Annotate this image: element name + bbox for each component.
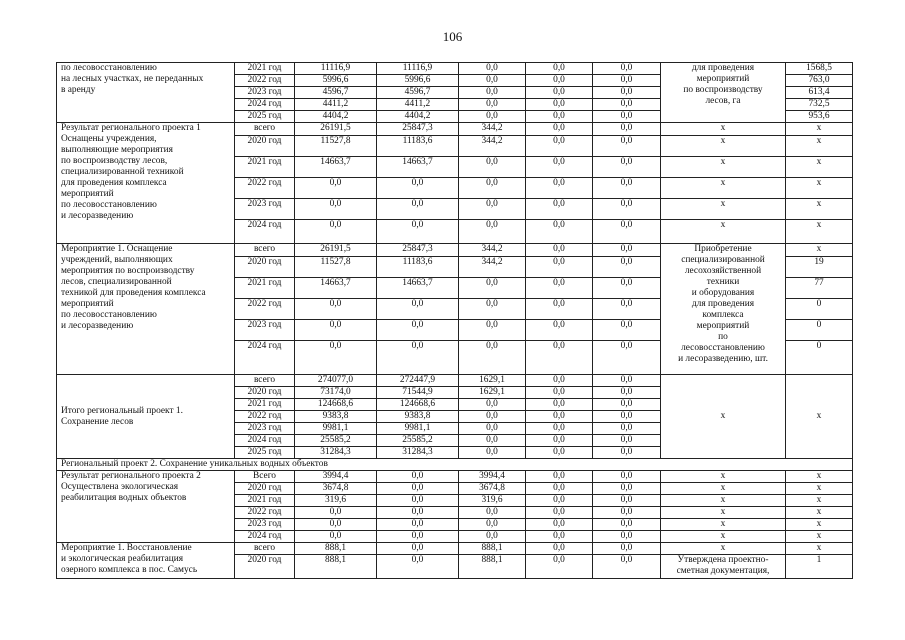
amount-cell: 274077,0: [295, 375, 377, 387]
amount-cell: 0,0: [459, 220, 526, 244]
amount-cell: 5996,6: [295, 75, 377, 87]
amount-cell: 0,0: [459, 157, 526, 178]
indicator-value-cell: x: [786, 375, 853, 459]
amount-cell: 0,0: [593, 299, 661, 320]
amount-cell: 3994,4: [295, 471, 377, 483]
amount-cell: 0,0: [593, 447, 661, 459]
year-cell: Всего: [235, 471, 295, 483]
amount-cell: 0,0: [459, 299, 526, 320]
amount-cell: 3994,4: [459, 471, 526, 483]
table-row: [57, 244, 853, 257]
page-number: 106: [442, 29, 463, 44]
amount-cell: 0,0: [459, 87, 526, 99]
amount-cell: 0,0: [593, 257, 661, 278]
amount-cell: 0,0: [593, 423, 661, 435]
amount-cell: 0,0: [377, 199, 459, 220]
year-cell: 2020 год: [235, 257, 295, 278]
section-title: Региональный проект 2. Сохранение уникальных водных объектов: [57, 459, 853, 471]
amount-cell: 0,0: [377, 519, 459, 531]
indicator-value-cell: 19: [786, 257, 853, 278]
amount-cell: 0,0: [377, 495, 459, 507]
amount-cell: 0,0: [526, 519, 593, 531]
indicator-cell: Приобретение специализированной лесохозяйственной техники и оборудования для проведения комплекса мероприятий по лесовосстановлению и лесоразведению, шт.: [661, 244, 786, 375]
indicator-value-cell: 732,5: [786, 99, 853, 111]
amount-cell: 11183,6: [377, 257, 459, 278]
amount-cell: 4596,7: [295, 87, 377, 99]
amount-cell: 4411,2: [377, 99, 459, 111]
amount-cell: 319,6: [295, 495, 377, 507]
amount-cell: 11116,9: [377, 63, 459, 75]
amount-cell: 0,0: [526, 375, 593, 387]
indicator-cell: x: [661, 178, 786, 199]
row-name-cell: Мероприятие 1. Восстановление и экологическая реабилитация озерного комплекса в пос. Самусь: [57, 543, 235, 579]
amount-cell: 0,0: [526, 411, 593, 423]
amount-cell: 124668,6: [377, 399, 459, 411]
amount-cell: 0,0: [526, 123, 593, 136]
amount-cell: 0,0: [526, 199, 593, 220]
amount-cell: 0,0: [526, 220, 593, 244]
amount-cell: 344,2: [459, 257, 526, 278]
row-name-cell: Итого региональный проект 1. Сохранение лесов: [57, 375, 235, 459]
amount-cell: 0,0: [593, 495, 661, 507]
year-cell: 2023 год: [235, 519, 295, 531]
amount-cell: 0,0: [377, 531, 459, 543]
amount-cell: 0,0: [459, 320, 526, 341]
indicator-cell: x: [661, 136, 786, 157]
amount-cell: 14663,7: [295, 157, 377, 178]
amount-cell: 888,1: [459, 543, 526, 555]
amount-cell: 0,0: [459, 341, 526, 375]
amount-cell: 26191,5: [295, 123, 377, 136]
amount-cell: 272447,9: [377, 375, 459, 387]
amount-cell: 0,0: [526, 555, 593, 579]
year-cell: 2020 год: [235, 387, 295, 399]
indicator-value-cell: x: [786, 495, 853, 507]
amount-cell: 0,0: [459, 399, 526, 411]
amount-cell: 0,0: [526, 244, 593, 257]
amount-cell: 0,0: [459, 111, 526, 123]
amount-cell: 31284,3: [295, 447, 377, 459]
amount-cell: 344,2: [459, 244, 526, 257]
amount-cell: 0,0: [593, 435, 661, 447]
amount-cell: 0,0: [593, 220, 661, 244]
amount-cell: 4596,7: [377, 87, 459, 99]
indicator-cell: x: [661, 199, 786, 220]
amount-cell: 0,0: [295, 320, 377, 341]
amount-cell: 0,0: [526, 63, 593, 75]
indicator-value-cell: 613,4: [786, 87, 853, 99]
amount-cell: 14663,7: [377, 157, 459, 178]
year-cell: 2022 год: [235, 411, 295, 423]
amount-cell: 0,0: [593, 136, 661, 157]
indicator-cell: x: [661, 495, 786, 507]
amount-cell: 319,6: [459, 495, 526, 507]
year-cell: 2024 год: [235, 220, 295, 244]
amount-cell: 0,0: [377, 471, 459, 483]
amount-cell: 0,0: [593, 399, 661, 411]
indicator-cell: x: [661, 220, 786, 244]
amount-cell: 0,0: [295, 299, 377, 320]
amount-cell: 3674,8: [459, 483, 526, 495]
amount-cell: 0,0: [526, 111, 593, 123]
amount-cell: 0,0: [526, 178, 593, 199]
year-cell: 2021 год: [235, 278, 295, 299]
indicator-value-cell: x: [786, 123, 853, 136]
amount-cell: 888,1: [295, 555, 377, 579]
indicator-cell: x: [661, 471, 786, 483]
amount-cell: 0,0: [593, 199, 661, 220]
amount-cell: 888,1: [459, 555, 526, 579]
table-row: [57, 63, 853, 75]
amount-cell: 0,0: [593, 531, 661, 543]
amount-cell: 0,0: [459, 75, 526, 87]
indicator-value-cell: 763,0: [786, 75, 853, 87]
amount-cell: 0,0: [459, 278, 526, 299]
amount-cell: 0,0: [526, 257, 593, 278]
indicator-cell: x: [661, 123, 786, 136]
indicator-value-cell: x: [786, 157, 853, 178]
year-cell: 2022 год: [235, 178, 295, 199]
table-row: [57, 543, 853, 555]
amount-cell: 0,0: [459, 178, 526, 199]
year-cell: 2021 год: [235, 63, 295, 75]
year-cell: 2023 год: [235, 320, 295, 341]
year-cell: 2021 год: [235, 157, 295, 178]
year-cell: 2020 год: [235, 136, 295, 157]
row-name-cell: Результат регионального проекта 1 Оснащены учреждения, выполняющие мероприятия по воспроизводству лесов, специализированной техникой для проведения комплекса мероприятий по лесовосстановлению и лесоразведению: [57, 123, 235, 244]
amount-cell: 9383,8: [295, 411, 377, 423]
indicator-value-cell: 0: [786, 320, 853, 341]
amount-cell: 73174,0: [295, 387, 377, 399]
indicator-value-cell: 0: [786, 341, 853, 375]
amount-cell: 0,0: [526, 99, 593, 111]
indicator-value-cell: x: [786, 519, 853, 531]
amount-cell: 0,0: [526, 507, 593, 519]
amount-cell: 31284,3: [377, 447, 459, 459]
amount-cell: 0,0: [459, 435, 526, 447]
amount-cell: 26191,5: [295, 244, 377, 257]
amount-cell: 11527,8: [295, 257, 377, 278]
amount-cell: 1629,1: [459, 387, 526, 399]
indicator-value-cell: x: [786, 178, 853, 199]
year-cell: 2024 год: [235, 341, 295, 375]
amount-cell: 9981,1: [377, 423, 459, 435]
amount-cell: 0,0: [593, 411, 661, 423]
amount-cell: 3674,8: [295, 483, 377, 495]
year-cell: 2024 год: [235, 531, 295, 543]
indicator-value-cell: 953,6: [786, 111, 853, 123]
amount-cell: 11183,6: [377, 136, 459, 157]
row-name-cell: Мероприятие 1. Оснащение учреждений, выполняющих мероприятия по воспроизводству лесов, специализированной техникой для проведения комплекса мероприятий по лесовосстановлению и лесоразведению: [57, 244, 235, 375]
table-row: [57, 123, 853, 136]
amount-cell: 0,0: [459, 531, 526, 543]
amount-cell: 0,0: [526, 543, 593, 555]
section-row: [57, 459, 853, 471]
amount-cell: 4404,2: [377, 111, 459, 123]
table-row: [57, 375, 853, 387]
amount-cell: 0,0: [593, 471, 661, 483]
amount-cell: 0,0: [526, 435, 593, 447]
indicator-cell: x: [661, 507, 786, 519]
amount-cell: 0,0: [593, 387, 661, 399]
amount-cell: 0,0: [459, 447, 526, 459]
amount-cell: 0,0: [295, 341, 377, 375]
amount-cell: 0,0: [593, 507, 661, 519]
year-cell: 2025 год: [235, 111, 295, 123]
amount-cell: 5996,6: [377, 75, 459, 87]
indicator-value-cell: x: [786, 220, 853, 244]
amount-cell: 9383,8: [377, 411, 459, 423]
amount-cell: 0,0: [526, 495, 593, 507]
indicator-value-cell: 77: [786, 278, 853, 299]
amount-cell: 0,0: [377, 320, 459, 341]
amount-cell: 344,2: [459, 123, 526, 136]
amount-cell: 888,1: [295, 543, 377, 555]
amount-cell: 0,0: [459, 99, 526, 111]
amount-cell: 0,0: [526, 387, 593, 399]
amount-cell: 0,0: [526, 87, 593, 99]
amount-cell: 0,0: [593, 278, 661, 299]
amount-cell: 11527,8: [295, 136, 377, 157]
indicator-value-cell: 0: [786, 299, 853, 320]
amount-cell: 0,0: [526, 531, 593, 543]
amount-cell: 71544,9: [377, 387, 459, 399]
year-cell: 2021 год: [235, 495, 295, 507]
table-row: [57, 471, 853, 483]
amount-cell: 0,0: [593, 157, 661, 178]
indicator-cell: x: [661, 483, 786, 495]
indicator-cell: x: [661, 519, 786, 531]
amount-cell: 0,0: [593, 123, 661, 136]
amount-cell: 0,0: [295, 507, 377, 519]
indicator-cell: x: [661, 375, 786, 459]
amount-cell: 25847,3: [377, 123, 459, 136]
amount-cell: 0,0: [459, 63, 526, 75]
amount-cell: 1629,1: [459, 375, 526, 387]
amount-cell: 0,0: [459, 411, 526, 423]
amount-cell: 0,0: [593, 111, 661, 123]
year-cell: 2023 год: [235, 199, 295, 220]
indicator-value-cell: x: [786, 199, 853, 220]
amount-cell: 25847,3: [377, 244, 459, 257]
year-cell: всего: [235, 375, 295, 387]
amount-cell: 0,0: [526, 341, 593, 375]
year-cell: 2024 год: [235, 99, 295, 111]
indicator-value-cell: x: [786, 543, 853, 555]
indicator-cell: x: [661, 543, 786, 555]
amount-cell: 124668,6: [295, 399, 377, 411]
amount-cell: 0,0: [593, 99, 661, 111]
amount-cell: 0,0: [295, 519, 377, 531]
amount-cell: 0,0: [593, 341, 661, 375]
budget-table: [56, 62, 853, 579]
amount-cell: 0,0: [295, 178, 377, 199]
indicator-value-cell: x: [786, 483, 853, 495]
amount-cell: 14663,7: [377, 278, 459, 299]
amount-cell: 0,0: [526, 75, 593, 87]
amount-cell: 0,0: [593, 320, 661, 341]
amount-cell: 0,0: [593, 375, 661, 387]
amount-cell: 0,0: [593, 75, 661, 87]
amount-cell: 0,0: [526, 136, 593, 157]
indicator-value-cell: 1568,5: [786, 63, 853, 75]
indicator-value-cell: 1: [786, 555, 853, 579]
year-cell: 2020 год: [235, 483, 295, 495]
amount-cell: 0,0: [526, 471, 593, 483]
amount-cell: 0,0: [593, 63, 661, 75]
amount-cell: 4404,2: [295, 111, 377, 123]
indicator-value-cell: x: [786, 531, 853, 543]
year-cell: всего: [235, 244, 295, 257]
indicator-value-cell: x: [786, 471, 853, 483]
indicator-value-cell: x: [786, 507, 853, 519]
row-name-cell: по лесовосстановлению на лесных участках, не переданных в аренду: [57, 63, 235, 123]
amount-cell: 0,0: [459, 423, 526, 435]
amount-cell: 0,0: [295, 199, 377, 220]
amount-cell: 9981,1: [295, 423, 377, 435]
amount-cell: 0,0: [593, 483, 661, 495]
amount-cell: 0,0: [526, 483, 593, 495]
amount-cell: 344,2: [459, 136, 526, 157]
amount-cell: 0,0: [459, 519, 526, 531]
amount-cell: 0,0: [377, 178, 459, 199]
amount-cell: 0,0: [593, 555, 661, 579]
amount-cell: 0,0: [377, 483, 459, 495]
year-cell: 2025 год: [235, 447, 295, 459]
year-cell: 2022 год: [235, 507, 295, 519]
year-cell: всего: [235, 123, 295, 136]
amount-cell: 0,0: [593, 543, 661, 555]
amount-cell: 0,0: [377, 299, 459, 320]
amount-cell: 25585,2: [377, 435, 459, 447]
year-cell: 2022 год: [235, 75, 295, 87]
amount-cell: 0,0: [526, 399, 593, 411]
amount-cell: 0,0: [377, 543, 459, 555]
amount-cell: 25585,2: [295, 435, 377, 447]
year-cell: 2023 год: [235, 87, 295, 99]
amount-cell: 11116,9: [295, 63, 377, 75]
year-cell: 2020 год: [235, 555, 295, 579]
indicator-cell: для проведения мероприятий по воспроизводству лесов, га: [661, 63, 786, 123]
amount-cell: 4411,2: [295, 99, 377, 111]
indicator-value-cell: x: [786, 136, 853, 157]
year-cell: 2024 год: [235, 435, 295, 447]
amount-cell: 0,0: [593, 519, 661, 531]
amount-cell: 0,0: [593, 87, 661, 99]
indicator-cell: x: [661, 157, 786, 178]
year-cell: всего: [235, 543, 295, 555]
table-body: [57, 63, 853, 579]
amount-cell: 0,0: [526, 157, 593, 178]
indicator-value-cell: x: [786, 244, 853, 257]
amount-cell: 14663,7: [295, 278, 377, 299]
amount-cell: 0,0: [295, 220, 377, 244]
amount-cell: 0,0: [377, 220, 459, 244]
amount-cell: 0,0: [526, 423, 593, 435]
year-cell: 2023 год: [235, 423, 295, 435]
amount-cell: 0,0: [526, 278, 593, 299]
amount-cell: 0,0: [593, 178, 661, 199]
amount-cell: 0,0: [377, 555, 459, 579]
amount-cell: 0,0: [593, 244, 661, 257]
amount-cell: 0,0: [295, 531, 377, 543]
year-cell: 2022 год: [235, 299, 295, 320]
amount-cell: 0,0: [377, 341, 459, 375]
amount-cell: 0,0: [526, 447, 593, 459]
amount-cell: 0,0: [526, 299, 593, 320]
amount-cell: 0,0: [459, 199, 526, 220]
amount-cell: 0,0: [377, 507, 459, 519]
year-cell: 2021 год: [235, 399, 295, 411]
indicator-cell: x: [661, 531, 786, 543]
amount-cell: 0,0: [459, 507, 526, 519]
indicator-cell: Утверждена проектно- сметная документация,: [661, 555, 786, 579]
amount-cell: 0,0: [526, 320, 593, 341]
row-name-cell: Результат регионального проекта 2 Осуществлена экологическая реабилитация водных объектов: [57, 471, 235, 543]
